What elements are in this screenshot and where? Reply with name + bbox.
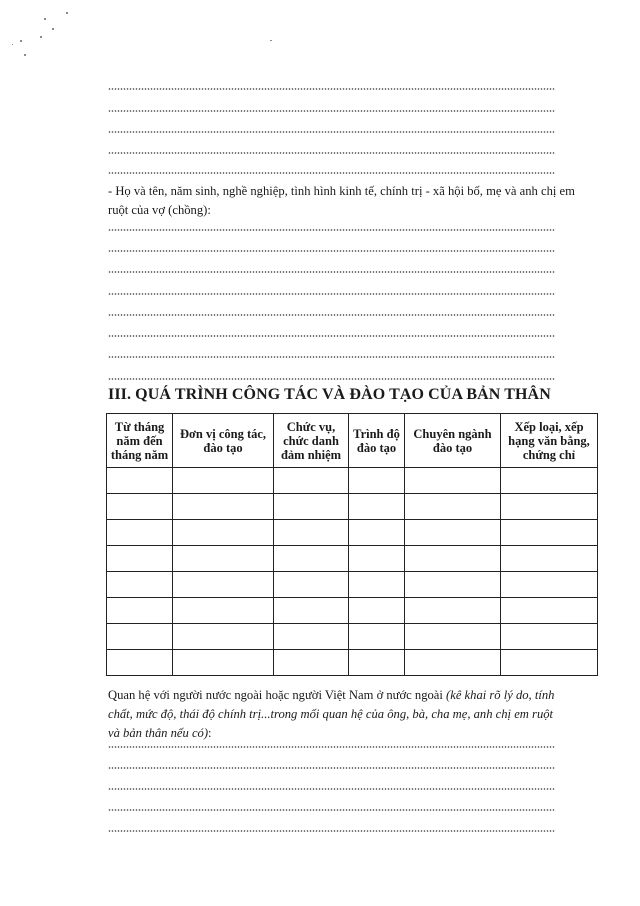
table-row: [107, 520, 598, 546]
answer-line[interactable]: [108, 746, 555, 748]
scan-speck: [270, 40, 272, 41]
answer-line[interactable]: [108, 788, 555, 790]
table-row: [107, 624, 598, 650]
answer-line[interactable]: [108, 335, 555, 337]
answer-line[interactable]: [108, 767, 555, 769]
table-cell[interactable]: [501, 624, 598, 650]
table-cell[interactable]: [107, 546, 173, 572]
scan-speck: [44, 18, 46, 20]
col-header-position: Chức vụ, chức danh đảm nhiệm: [274, 414, 349, 468]
table-cell[interactable]: [501, 520, 598, 546]
table-cell[interactable]: [107, 572, 173, 598]
table-row: [107, 468, 598, 494]
table-cell[interactable]: [274, 624, 349, 650]
table-cell[interactable]: [173, 624, 274, 650]
table-cell[interactable]: [274, 572, 349, 598]
table-cell[interactable]: [107, 650, 173, 676]
answer-line[interactable]: [108, 229, 555, 231]
answer-line[interactable]: [108, 250, 555, 252]
spouse-family-prompt-line2: ruột của vợ (chồng):: [108, 203, 211, 217]
table-cell[interactable]: [405, 520, 501, 546]
table-cell[interactable]: [349, 598, 405, 624]
section-title: III. QUÁ TRÌNH CÔNG TÁC VÀ ĐÀO TẠO CỦA BẢN THÂN: [108, 386, 551, 403]
table-cell[interactable]: [173, 598, 274, 624]
table-cell[interactable]: [349, 546, 405, 572]
answer-line[interactable]: [108, 110, 555, 112]
table-cell[interactable]: [501, 572, 598, 598]
table-cell[interactable]: [173, 494, 274, 520]
table-cell[interactable]: [107, 520, 173, 546]
spouse-family-prompt-line1: - Họ và tên, năm sinh, nghề nghiệp, tình hình kinh tế, chính trị - xã hội bố, mẹ và anh chị em: [108, 184, 575, 198]
scan-speck: [12, 44, 13, 45]
scan-speck: [20, 40, 22, 42]
table-cell[interactable]: [173, 468, 274, 494]
work-history-table: [106, 413, 598, 676]
table-cell[interactable]: [349, 494, 405, 520]
table-cell[interactable]: [405, 598, 501, 624]
foreign-relations-tail: :: [208, 726, 212, 740]
scan-speck: [66, 12, 68, 14]
table-cell[interactable]: [501, 546, 598, 572]
answer-line[interactable]: [108, 88, 555, 90]
table-cell[interactable]: [405, 624, 501, 650]
table-cell[interactable]: [107, 468, 173, 494]
foreign-relations-lead: Quan hệ với người nước ngoài hoặc người Việt Nam ở nước ngoài: [108, 688, 447, 702]
table-row: [107, 494, 598, 520]
answer-line[interactable]: [108, 172, 555, 174]
table-cell[interactable]: [274, 546, 349, 572]
table-cell[interactable]: [405, 572, 501, 598]
answer-line[interactable]: [108, 356, 555, 358]
spouse-family-prompt: [108, 182, 575, 220]
table-cell[interactable]: [173, 572, 274, 598]
table-cell[interactable]: [405, 650, 501, 676]
table-header-row: [107, 414, 598, 468]
col-header-unit: Đơn vị công tác, đào tạo: [173, 414, 274, 468]
table-cell[interactable]: [274, 650, 349, 676]
table-cell[interactable]: [107, 624, 173, 650]
table-row: [107, 546, 598, 572]
table-cell[interactable]: [349, 520, 405, 546]
answer-line[interactable]: [108, 271, 555, 273]
table-cell[interactable]: [405, 468, 501, 494]
table-cell[interactable]: [501, 494, 598, 520]
answer-line[interactable]: [108, 830, 555, 832]
table-cell[interactable]: [501, 650, 598, 676]
answer-line[interactable]: [108, 809, 555, 811]
answer-line[interactable]: [108, 378, 555, 380]
foreign-relations-prompt: [108, 686, 560, 743]
table-cell[interactable]: [501, 468, 598, 494]
table-cell[interactable]: [107, 494, 173, 520]
col-header-period: Từ tháng năm đến tháng năm: [107, 414, 173, 468]
col-header-rank: Xếp loại, xếp hạng văn bằng, chứng chỉ: [501, 414, 598, 468]
foreign-relations-detail: (kê khai rõ lý do, tính chất, mức độ, thái độ chính trị...trong mối quan hệ của ông, bà, cha mẹ, anh chị em ruột và bản thân nếu có): [108, 688, 555, 740]
answer-line[interactable]: [108, 131, 555, 133]
scan-speck: [24, 54, 26, 56]
table-cell[interactable]: [173, 650, 274, 676]
table-cell[interactable]: [173, 546, 274, 572]
table-cell[interactable]: [349, 650, 405, 676]
table-row: [107, 572, 598, 598]
table-cell[interactable]: [405, 546, 501, 572]
table-cell[interactable]: [405, 494, 501, 520]
col-header-level: Trình độ đào tạo: [349, 414, 405, 468]
table-cell[interactable]: [274, 598, 349, 624]
scan-speck: [52, 28, 54, 30]
answer-line[interactable]: [108, 152, 555, 154]
answer-line[interactable]: [108, 314, 555, 316]
table-cell[interactable]: [349, 572, 405, 598]
answer-line[interactable]: [108, 293, 555, 295]
table-row: [107, 598, 598, 624]
table-cell[interactable]: [107, 598, 173, 624]
col-header-major: Chuyên ngành đào tạo: [405, 414, 501, 468]
table-cell[interactable]: [173, 520, 274, 546]
table-cell[interactable]: [501, 598, 598, 624]
scan-speck: [40, 36, 42, 38]
table-cell[interactable]: [274, 494, 349, 520]
table-cell[interactable]: [349, 624, 405, 650]
table-row: [107, 650, 598, 676]
table-cell[interactable]: [274, 468, 349, 494]
table-cell[interactable]: [349, 468, 405, 494]
table-cell[interactable]: [274, 520, 349, 546]
